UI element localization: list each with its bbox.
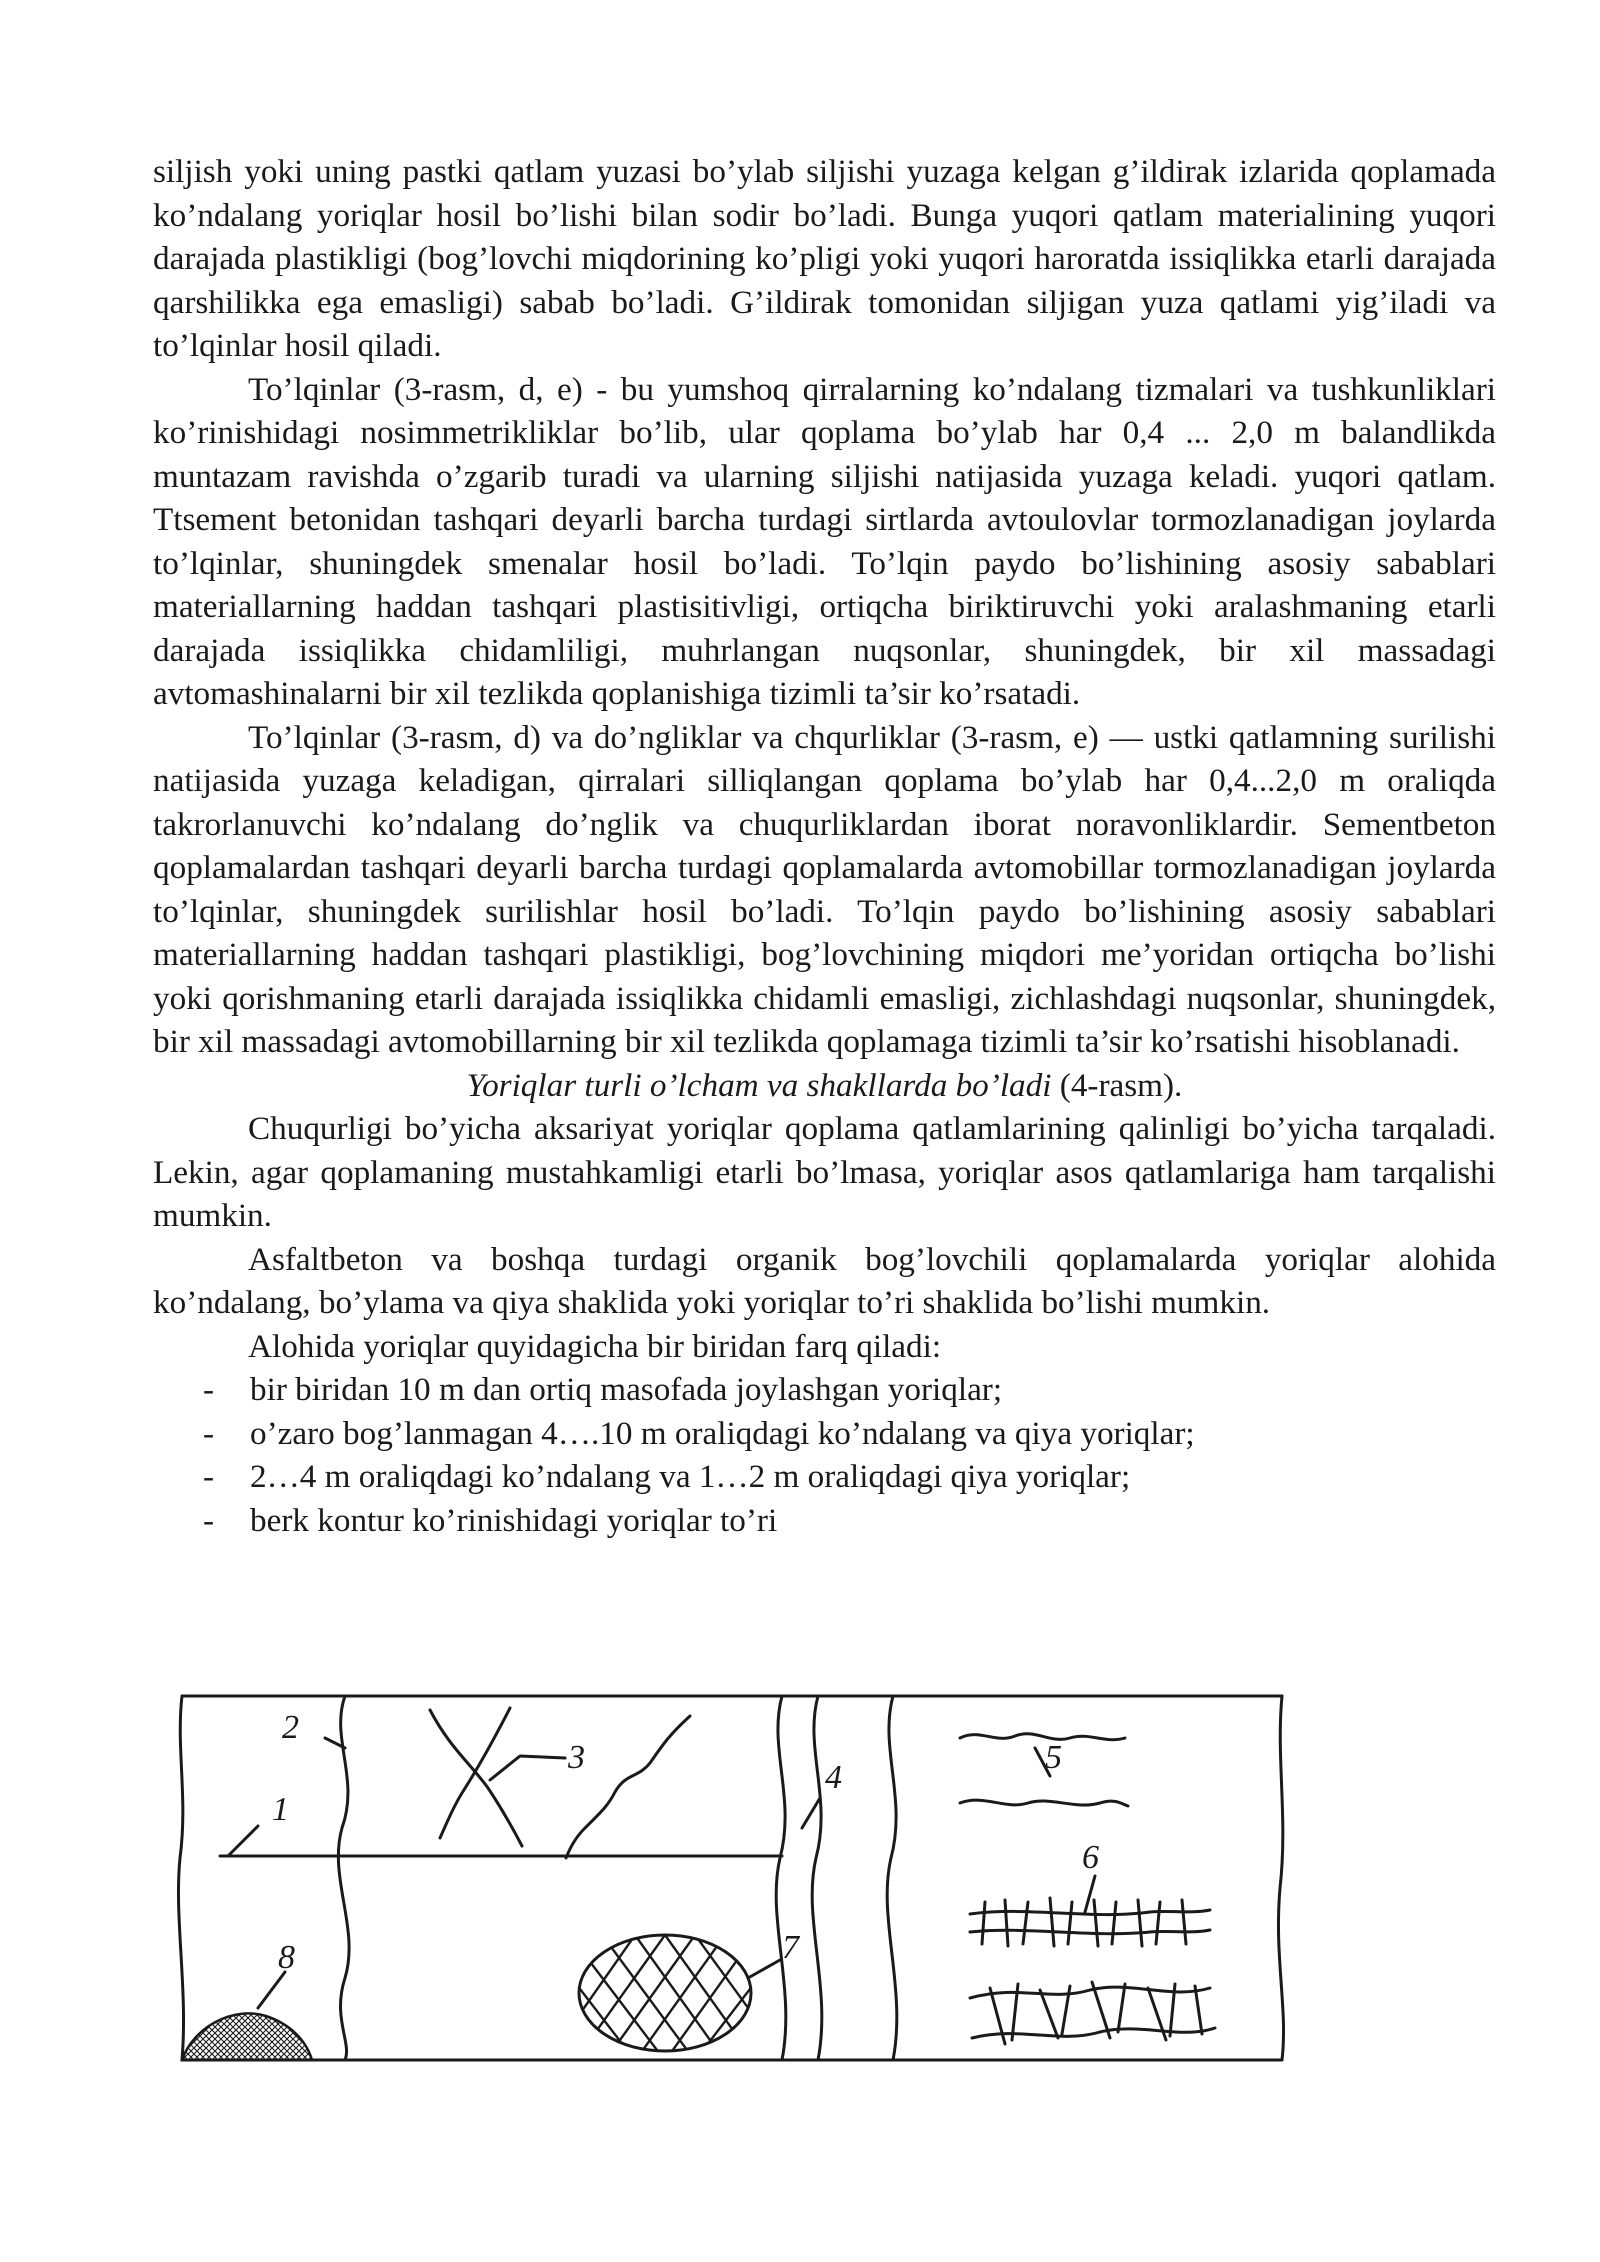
list-dash: - <box>203 1371 215 1408</box>
paragraph-2: To’lqinlar (3-rasm, d, e) - bu yumshoq qirralarning ko’ndalang tizmalari va tushkunliklari ko’rinishidagi nosimmetrikliklar bo’lib, ular qoplama bo’ylab har 0,4 ... 2,0 m balandlikda muntazam ravishda o’zgarib turadi va ularning siljishi natijasida yuzaga keladi. yuqori qatlam. Ttsement betonidan tashqari deyarli barcha turdagi sirtlarda avtoulovlar tormozlanadigan joylarda to’lqinlar, shuningdek smenalar hosil bo’ladi. To’lqin paydo bo’lishining asosiy sabablari materiallarning haddan tashqari plastisitivligi, ortiqcha biriktiruvchi yoki aralashmaning etarli darajada issiqlikka chidamliligi, muhrlangan nuqsonlar, shuningdek, bir xil massadagi avtomashinalarni bir xil tezlikda qoplanishiga tizimli ta’sir ko’rsatadi. <box>153 370 1496 712</box>
label-6: 6 <box>1082 1839 1099 1876</box>
heading-italic: Yoriqlar turli o’lcham va shakllarda bo’ladi <box>466 1066 1052 1104</box>
crack-diagram <box>170 1688 1300 2068</box>
list-item-text: bir biridan 10 m dan ortiq masofada joylashgan yoriqlar; <box>250 1371 1003 1408</box>
wavy-crack-5b <box>960 1800 1128 1806</box>
label-4: 4 <box>825 1759 842 1796</box>
transverse-crack-4a <box>776 1696 786 2060</box>
pothole-8 <box>182 2013 312 2060</box>
label-2: 2 <box>282 1709 299 1746</box>
label-3: 3 <box>568 1739 585 1776</box>
list-item <box>153 1368 1496 1412</box>
leader-7 <box>748 1960 780 1978</box>
road-edge-right <box>1278 1696 1283 2060</box>
oblique-crack-3a <box>430 1710 522 1846</box>
transverse-crack-4b <box>812 1696 822 2060</box>
label-5: 5 <box>1045 1739 1062 1776</box>
leader-3 <box>490 1756 565 1780</box>
paragraph-5: Asfaltbeton va boshqa turdagi organik bog’lovchili qoplamalarda yoriqlar alohida ko’ndalang, bo’ylama va qiya shaklida yoki yoriqlar to’ri shaklida bo’lishi mumkin. <box>153 1240 1496 1321</box>
road-edge-left <box>178 1696 183 2060</box>
heading-suffix: (4-rasm). <box>1051 1066 1183 1104</box>
paragraph-3: To’lqinlar (3-rasm, d) va do’ngliklar va chqurliklar (3-rasm, e) — ustki qatlamning surilishi natijasida yuzaga keladigan, qirralari silliqlangan qoplama bo’ylab har 0,4...2,0 m oraliqda takrorlanuvchi ko’ndalang do’nglik va chuqurliklardan iborat noravonliklardir. Sementbeton qoplamalardan tashqari deyarli barcha turdagi qoplamalarda avtomobillar tormozlanadigan joylarda to’lqinlar, shuningdek surilishlar hosil bo’ladi. To’lqin paydo bo’lishining asosiy sabablari materiallarning haddan tashqari plastikligi, bog’lovchining miqdori me’yoridan ortiqcha bo’lishi yoki qorishmaning etarli darajada issiqlikka chidamli emasligi, zichlashdagi nuqsonlar, shuningdek, bir xil massadagi avtomobillarning bir xil tezlikda qoplamaga tizimli ta’sir ko’rsatishi hisoblanadi. <box>153 718 1496 1060</box>
crack-types-list <box>153 1368 1496 1542</box>
crack-types-figure <box>170 1688 1300 2068</box>
document-page <box>153 150 1496 1542</box>
wavy-crack-5a <box>960 1734 1125 1740</box>
label-8: 8 <box>278 1939 295 1976</box>
list-item-text: 2…4 m oraliqdagi ko’ndalang va 1…2 m oraliqdagi qiya yoriqlar; <box>250 1458 1131 1495</box>
leader-4 <box>802 1798 820 1828</box>
pothole-net-7 <box>579 1935 751 2051</box>
list-item <box>153 1499 1496 1543</box>
transverse-crack-left <box>338 1696 349 2060</box>
list-item-text: o’zaro bog’lanmagan 4….10 m oraliqdagi ko’ndalang va qiya yoriqlar; <box>250 1414 1195 1452</box>
transverse-crack-right <box>887 1696 897 2060</box>
list-dash: - <box>203 1458 215 1495</box>
section-heading <box>153 1064 1496 1108</box>
network-crack-b <box>972 2028 1215 2038</box>
list-dash: - <box>203 1414 215 1452</box>
paragraph-6: Alohida yoriqlar quyidagicha bir biridan farq qiladi: <box>248 1327 942 1365</box>
paragraph-1: siljish yoki uning pastki qatlam yuzasi bo’ylab siljishi yuzaga kelgan g’ildirak izlarida qoplamada ko’ndalang yoriqlar hosil bo’lishi bilan sodir bo’ladi. Bunga yuqori qatlam materialining yuqori darajada plastikligi (bog’lovchi miqdorining ko’pligi yoki yuqori haroratda issiqlikka etarli darajada qarshilikka ega emasligi) sabab bo’ladi. G’ildirak tomonidan siljigan yuza qatlami yig’iladi va to’lqinlar hosil qiladi. <box>153 153 1496 364</box>
list-item <box>153 1412 1496 1456</box>
label-7: 7 <box>782 1929 799 1966</box>
list-dash: - <box>203 1501 215 1539</box>
leader-8 <box>258 1972 285 2008</box>
paragraph-4: Chuqurligi bo’yicha aksariyat yoriqlar qoplama qatlamlarining qalinligi bo’yicha tarqaladi. Lekin, agar qoplamaning mustahkamligi etarli bo’lmasa, yoriqlar asos qatlamlariga ham tarqalishi mumkin. <box>153 1110 1496 1234</box>
oblique-crack-3c <box>566 1716 690 1858</box>
list-item-text: berk kontur ko’rinishidagi yoriqlar to’ri <box>250 1501 778 1539</box>
list-item <box>153 1455 1496 1499</box>
label-1: 1 <box>272 1791 289 1828</box>
leader-1 <box>228 1826 258 1856</box>
